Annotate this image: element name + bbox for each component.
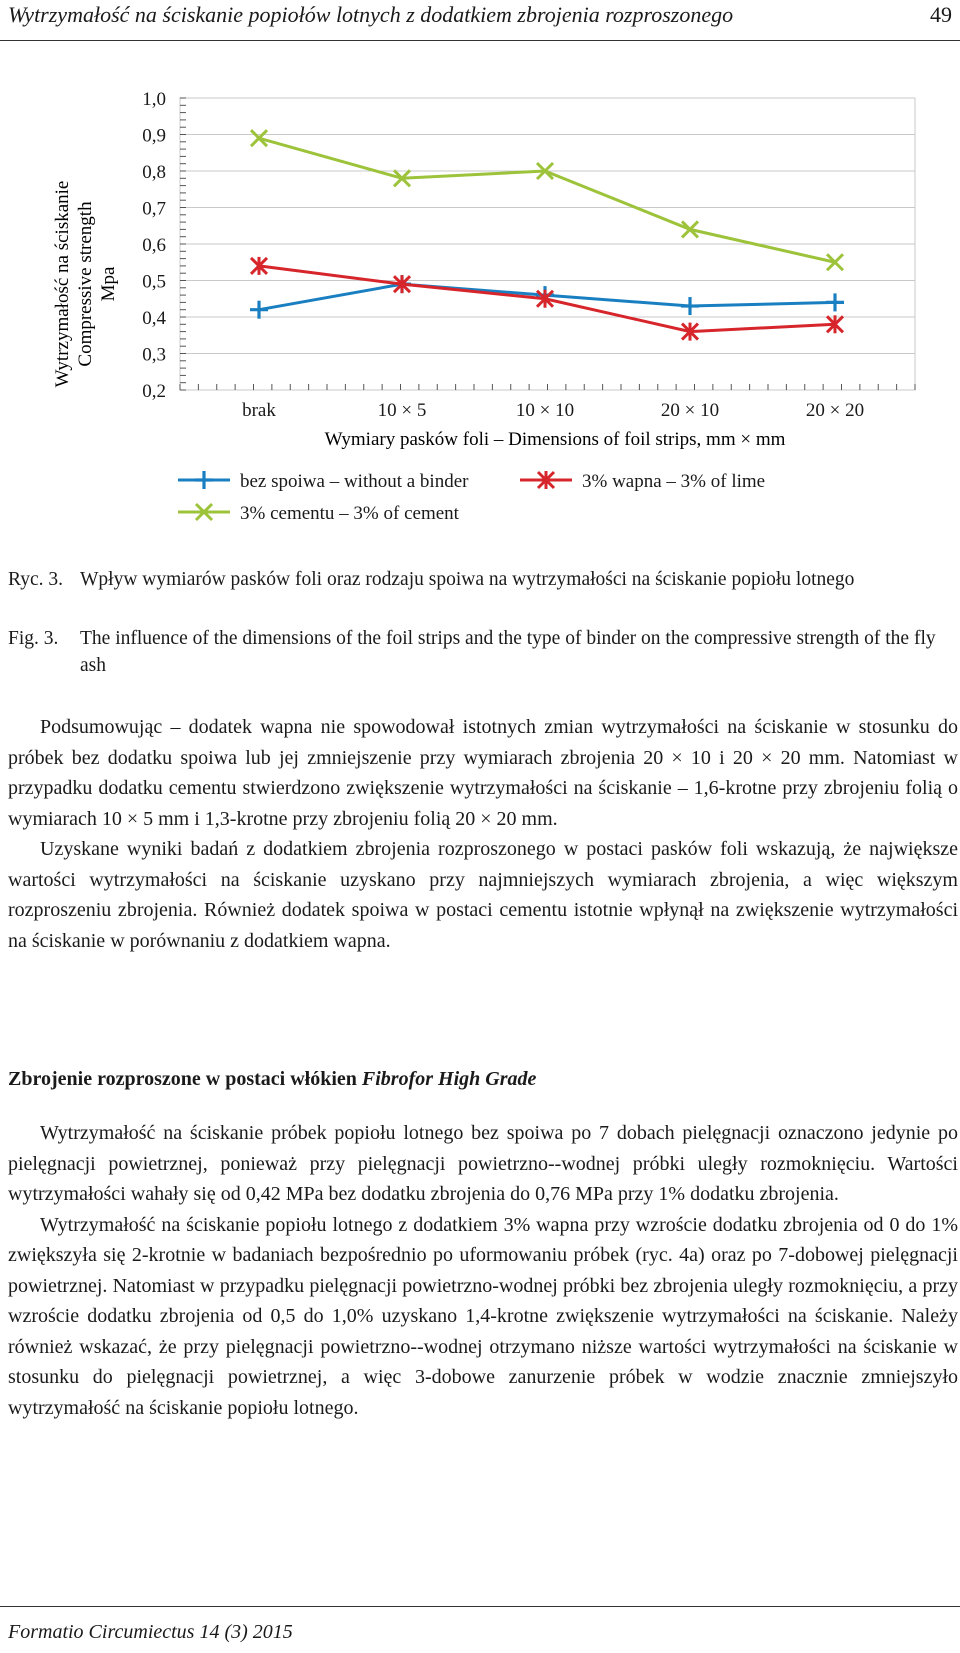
- x-axis-title: Wymiary pasków foli – Dimensions of foil strips, mm × mm: [324, 429, 786, 450]
- body-text-upper: [8, 712, 958, 956]
- y-axis-title-line3: Mpa: [98, 266, 119, 302]
- y-tick-label: 0,4: [142, 308, 166, 329]
- x-tick-label: 20 × 20: [805, 400, 865, 421]
- y-axis-title-line1: Wytrzymałość na ściskanie: [52, 180, 73, 388]
- y-tick-label: 0,3: [142, 344, 166, 366]
- page-number: 49: [930, 2, 952, 27]
- body-text-lower: [8, 1118, 958, 1423]
- legend-label: 3% cementu – 3% of cement: [240, 503, 459, 524]
- paragraph-1: Podsumowując – dodatek wapna nie spowodował istotnych zmian wytrzymałości na ściskanie w stosunku do próbek bez dodatku spoiwa lub jej zmniejszenie przy wymiarach zbrojenia 20 × 10 i 20 × 20 mm. Natomiast w przypadku dodatku cementu stwierdzono zwiększenie wytrzymałości na ściskanie – 1,6-krotne przy zbrojeniu folią o wymiarach 10 × 5 mm i 1,3-krotne przy zbrojeniu folią 20 × 20 mm.: [8, 716, 958, 830]
- x-tick-label: brak: [242, 400, 276, 421]
- section-heading: [8, 1068, 536, 1091]
- legend-label: bez spoiwa – without a binder: [240, 471, 469, 492]
- paragraph-3: Wytrzymałość na ściskanie próbek popiołu lotnego bez spoiwa po 7 dobach pielęgnacji oznaczono jedynie po pielęgnacji powietrznej, ponieważ przy pielęgnacji powietrzno--wodnej próbki uległy rozmoknięciu. Wartości wytrzymałości wahały się od 0,42 MPa bez dodatku zbrojenia do 0,76 MPa przy 1% dodatku zbrojenia.: [8, 1122, 958, 1205]
- figure-caption-en: [8, 625, 958, 679]
- y-tick-label: 0,9: [142, 125, 166, 147]
- y-axis-title-line2: Compressive strength: [75, 201, 96, 367]
- x-tick-label: 20 × 10: [660, 400, 720, 421]
- section-heading-product: Fibrofor High Grade: [361, 1068, 537, 1090]
- legend-label: 3% wapna – 3% of lime: [582, 471, 766, 492]
- data-point: [250, 301, 268, 319]
- y-tick-label: 0,5: [142, 271, 166, 293]
- y-tick-labels: [142, 89, 166, 402]
- journal-reference: Formatio Circumiectus 14 (3) 2015: [8, 1621, 293, 1643]
- x-tick-labels: [242, 400, 864, 421]
- data-point: [826, 293, 844, 311]
- legend-marker: [195, 471, 213, 489]
- x-tick-label: 10 × 10: [515, 400, 575, 421]
- caption-pl-text: Wpływ wymiarów pasków foli oraz rodzaju spoiwa na wytrzymałości na ściskanie popiołu lotnego: [80, 569, 855, 590]
- chart-grid: [180, 98, 915, 390]
- y-tick-label: 0,2: [142, 381, 166, 402]
- x-tick-label: 10 × 5: [377, 400, 427, 421]
- caption-en-label: Fig. 3.: [8, 628, 59, 649]
- paragraph-4: Wytrzymałość na ściskanie popiołu lotnego z dodatkiem 3% wapna przy wzroście dodatku zbrojenia od 0 do 1% zwiększyła się 2-krotnie w badaniach bezpośrednio po uformowaniu próbek (ryc. 4a) oraz po 7-dobowej pielęgnacji powietrznej. Natomiast w przypadku pielęgnacji powietrzno-wodnej próbki bez zbrojenia uległy rozmoknięciu, a przy wzroście dodatku zbrojenia od 0,5 do 1,0% uzyskano 1,4-krotne zwiększenie wytrzymałości na ściskanie. Należy również wskazać, że przy pielęgnacji powietrzno--wodnej otrzymano niższe wartości wytrzymałości na ściskanie w stosunku do pielęgnacji powietrznej, a więc 3-dobowe zanurzenie próbek w wodzie znacznie zmniejszyło wytrzymałość na ściskanie popiołu lotnego.: [8, 1213, 958, 1419]
- paragraph-2: Uzyskane wyniki badań z dodatkiem zbrojenia rozproszonego w postaci pasków foli wskazują, że największe wartości wytrzymałości na ściskanie uzyskano przy najmniejszych wymiarach zbrojenia, a więc większym rozproszeniu zbrojenia. Również dodatek spoiwa w postaci cementu istotnie wpłynął na zwiększenie wytrzymałości na ściskanie w porównaniu z dodatkiem wapna.: [8, 838, 958, 952]
- y-tick-label: 0,8: [142, 162, 166, 183]
- data-point: [681, 297, 699, 315]
- caption-en-text: The influence of the dimensions of the foil strips and the type of binder on the compressive strength of the fly ash: [80, 628, 936, 676]
- running-title: Wytrzymałość na ściskanie popiołów lotnych z dodatkiem zbrojenia rozproszonego: [8, 2, 734, 27]
- page-footer: [0, 1606, 960, 1653]
- data-point: [251, 130, 267, 146]
- line-chart: [0, 60, 960, 560]
- running-header: [0, 0, 960, 41]
- section-heading-text: Zbrojenie rozproszone w postaci włókien: [8, 1068, 362, 1090]
- chart-legend: [178, 471, 765, 524]
- y-tick-label: 0,6: [142, 235, 166, 256]
- chart-series: [250, 130, 844, 340]
- y-tick-label: 0,7: [142, 198, 166, 220]
- y-tick-label: 1,0: [142, 89, 166, 110]
- figure-caption-pl: [8, 566, 958, 593]
- caption-pl-label: Ryc. 3.: [8, 569, 64, 590]
